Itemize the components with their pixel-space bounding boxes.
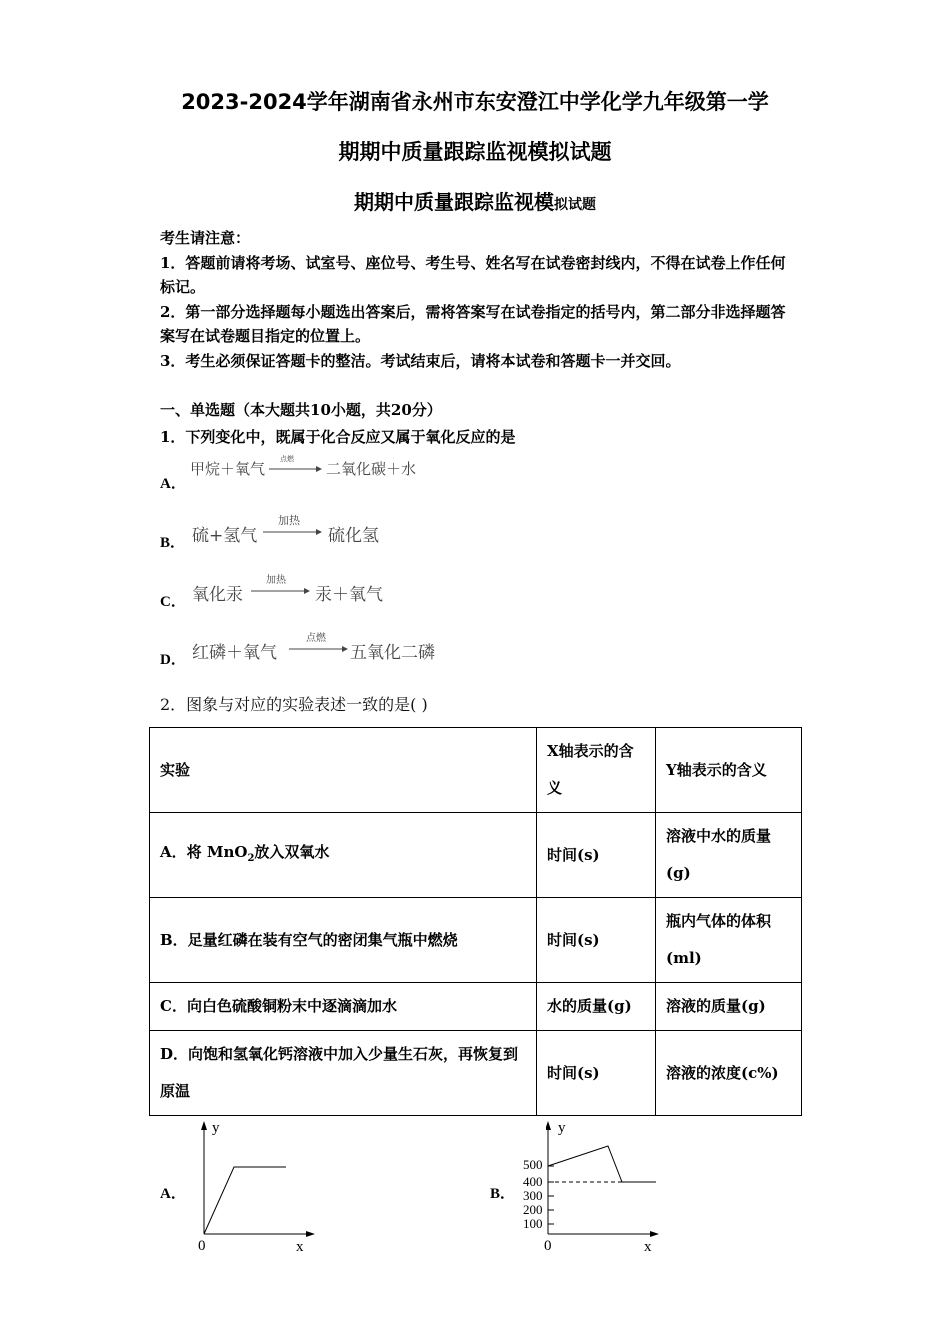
- origin-label: 0: [544, 1238, 552, 1254]
- page-title-line-3: [0, 186, 950, 215]
- table-cell-y: 瓶内气体的体积(ml): [656, 898, 802, 983]
- table-cell-experiment: B．足量红磷在装有空气的密闭集气瓶中燃烧: [150, 898, 537, 983]
- y-tick-label: 500: [523, 1157, 543, 1172]
- x-arrow-icon: [650, 1231, 659, 1237]
- notice-item-3: 3．考生必须保证答题卡的整洁。考试结束后，请将本试卷和答题卡一并交回。: [160, 352, 681, 370]
- products: 汞＋氧气: [315, 585, 383, 605]
- table-cell-experiment: [150, 813, 537, 898]
- products: 硫化氢: [328, 526, 379, 546]
- reaction-condition: 加热: [266, 575, 286, 586]
- table-cell-experiment: D．向饱和氢氧化钙溶液中加入少量生石灰，再恢复到原温: [150, 1031, 537, 1116]
- reactants: 硫+氢气: [192, 526, 258, 546]
- y-axis-label: y: [558, 1120, 566, 1136]
- experiment-table: [149, 727, 802, 1116]
- products: 五氧化二磷: [350, 643, 435, 663]
- graph-option-a[interactable]: [160, 1118, 320, 1268]
- option-letter: D．: [160, 652, 186, 668]
- page-title-line-1: 2023-2024学年湖南省永州市东安澄江中学化学九年级第一学: [181, 90, 769, 114]
- table-header: Y轴表示的含义: [656, 728, 802, 813]
- graph-b-curve: [548, 1146, 656, 1182]
- table-row: [150, 1031, 802, 1116]
- products: 二氧化碳＋水: [326, 460, 417, 478]
- table-cell-y: 溶液的质量(g): [656, 983, 802, 1031]
- reactants: 氧化汞: [192, 585, 243, 605]
- page-title-line-2: 期期中质量跟踪监视模拟试题: [338, 140, 612, 164]
- y-axis-label: y: [212, 1120, 220, 1136]
- subscript: 2: [247, 852, 255, 864]
- table-header-row: [150, 728, 802, 813]
- reaction-arrow: [266, 455, 324, 484]
- reaction-arrow: [248, 575, 312, 605]
- table-cell-experiment: C．向白色硫酸铜粉末中逐滴滴加水: [150, 983, 537, 1031]
- graph-label: B．: [490, 1186, 516, 1202]
- table-row: [150, 898, 802, 983]
- option-letter: B．: [160, 535, 186, 551]
- option-letter: C．: [160, 594, 186, 610]
- x-axis-label: x: [644, 1239, 652, 1255]
- x-arrow-icon: [306, 1231, 315, 1237]
- reaction-condition: 加热: [278, 514, 300, 527]
- reaction-arrow: [260, 514, 324, 546]
- q1-option-a[interactable]: [160, 455, 560, 494]
- graph-b-plot: [546, 1118, 670, 1258]
- y-arrow-icon: [201, 1121, 207, 1130]
- q1-option-d[interactable]: [160, 634, 560, 670]
- option-letter: A．: [160, 476, 186, 492]
- reaction-arrow: [286, 633, 350, 663]
- graph-a-curve: [204, 1167, 286, 1234]
- q1-option-c[interactable]: [160, 576, 560, 612]
- notice-heading: 考生请注意：: [160, 229, 251, 247]
- cell-text: 放入双氧水: [254, 842, 330, 861]
- notice-item-1: 1．答题前请将考场、试室号、座位号、考生号、姓名写在试卷密封线内，不得在试卷上作任何标记。: [160, 254, 786, 296]
- table-header: X轴表示的含义: [537, 728, 656, 813]
- reactants: 甲烷＋氧气: [190, 460, 266, 478]
- q1-option-b[interactable]: [160, 514, 560, 553]
- x-axis-label: x: [296, 1239, 304, 1255]
- notice-item-2: 2．第一部分选择题每小题选出答案后，需将答案写在试卷指定的括号内，第二部分非选择题答案写在试卷题目指定的位置上。: [160, 303, 786, 345]
- table-header: 实验: [150, 728, 537, 813]
- arrow-icon: [266, 458, 324, 480]
- reactants: 红磷＋氧气: [192, 643, 277, 663]
- question-2-stem: 2．图象与对应的实验表述一致的是( ): [160, 695, 428, 714]
- table-cell-x: 水的质量(g): [537, 983, 656, 1031]
- y-tick-label: 300: [523, 1188, 543, 1203]
- graph-option-b[interactable]: [490, 1118, 670, 1268]
- reaction-condition: 点燃: [306, 633, 326, 644]
- graph-label: A．: [160, 1186, 186, 1202]
- cell-text: A．将 MnO: [160, 842, 248, 861]
- y-tick-label: 100: [523, 1216, 543, 1231]
- table-cell-x: 时间(s): [537, 1031, 656, 1116]
- section-heading: 一、单选题（本大题共10小题，共20分）: [160, 401, 442, 419]
- y-tick-label: 200: [523, 1202, 543, 1217]
- graph-a-plot: [190, 1118, 320, 1258]
- y-tick-label: 400: [523, 1174, 543, 1189]
- table-cell-x: 时间(s): [537, 898, 656, 983]
- table-cell-y: 溶液中水的质量(g): [656, 813, 802, 898]
- table-row: [150, 813, 802, 898]
- table-cell-x: 时间(s): [537, 813, 656, 898]
- reaction-condition: 点燃: [280, 455, 294, 463]
- table-row: [150, 983, 802, 1031]
- title-line-3-main: 期期中质量跟踪监视模: [354, 190, 554, 214]
- origin-label: 0: [198, 1238, 206, 1254]
- question-1-stem: 1．下列变化中，既属于化合反应又属于氧化反应的是: [160, 428, 516, 446]
- y-arrow-icon: [546, 1121, 551, 1130]
- table-cell-y: 溶液的浓度(c%): [656, 1031, 802, 1116]
- title-line-3-small: 拟试题: [554, 197, 596, 213]
